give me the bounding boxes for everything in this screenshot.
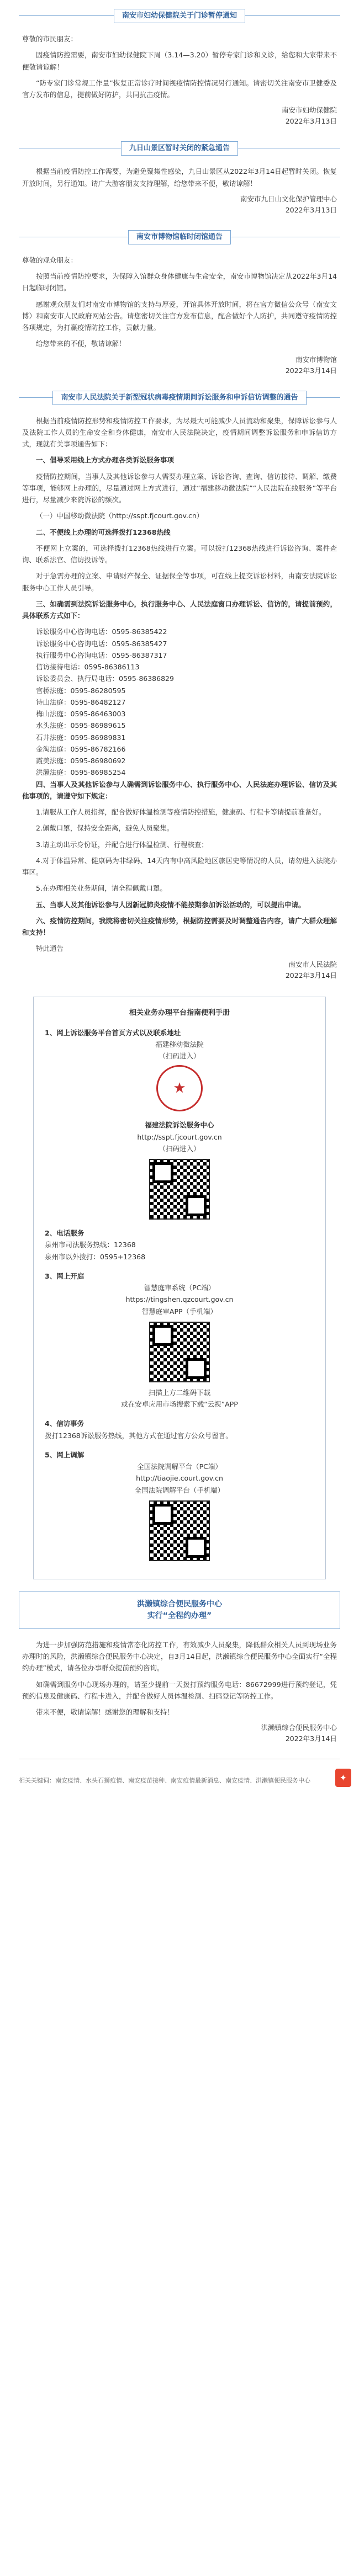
- card-link[interactable]: https://tingshen.qzcourt.gov.cn: [125, 1295, 234, 1304]
- notice4-para: 不便网上立案的，可选择拨打12368热线进行立案。可以拨打12368热线进行诉讼咨询、案件查询、联系法官、信访投诉等。: [22, 544, 337, 564]
- phone-item[interactable]: 金淘法庭：0595-86782166: [36, 744, 126, 753]
- notice4-intro: 根据当前疫情防控形势和疫情防控工作要求，为尽最大可能减少人员流动和聚集，保障诉讼参与人及法院工作人员的生命安全和身体健康，南安市人民法院决定，疫情期间调整诉讼服务和申诉信访方式，现就有关事项通告如下：: [22, 416, 337, 448]
- notice4-para: 3.请主动出示身份证，并配合进行体温检测、行程核查；: [36, 840, 208, 849]
- notice3-title: 南安市博物馆临时闭馆通告: [128, 230, 231, 244]
- phone-item[interactable]: 诉讼委员会、执行局电话：0595-86386829: [36, 674, 174, 683]
- notice5-title: 洪濑镇综合便民服务中心: [137, 1599, 222, 1609]
- card-item-scan: （扫码进入）: [159, 1052, 200, 1061]
- qr-code-icon[interactable]: [149, 1322, 210, 1382]
- card-line: 全国法院调解平台（PC端）: [137, 1462, 222, 1471]
- tag-line: 相关关键词：南安疫情、水头石狮疫情、南安疫苗接种、南安疫情最新消息、南安疫情、洪濑镇便民服务中心: [19, 1777, 310, 1785]
- phone-item[interactable]: 霞美法庭：0595-86980692: [36, 757, 126, 765]
- notice4-section-title: 五、当事人及其他诉讼参与人因新冠肺炎疫情不能按期参加诉讼活动的，可以提出申请。: [36, 900, 305, 909]
- notice1-greeting: 尊敬的市民朋友：: [22, 35, 78, 43]
- notice1-sign: [22, 105, 337, 127]
- phone-item[interactable]: 石井法庭：0595-86989831: [36, 733, 126, 742]
- card-item-online: [45, 1027, 314, 1112]
- card-line: 全国法院调解平台（手机端）: [134, 1486, 225, 1494]
- phone-item[interactable]: 官桥法庭：0595-86280595: [36, 686, 126, 695]
- notice4-section-title: 三、如确需到法院诉讼服务中心，执行服务中心、人民法庭窗口办理诉讼、信访的，请提前预约，具体联系方式如下：: [22, 599, 337, 620]
- notice3-para: 感谢观众朋友们对南安市博物馆的支持与厚爱，开馆具体开放时间，将在官方微信公众号（南安文博）和南安市人民政府网站公告。请您密切关注官方发布信息，配合做好个人防护，共同遵守疫情防控各项规定，为打赢疫情防控工作，贡献力量。: [22, 300, 337, 332]
- notice4-section-title: 一、倡导采用线上方式办理各类诉讼服务事项: [36, 456, 175, 465]
- sign-date: 2022年3月14日: [285, 971, 337, 980]
- notice4-para: 5.在办理相关业务期间，请全程佩戴口罩。: [36, 884, 167, 893]
- notice4-title: 南安市人民法院关于新型冠状病毒疫情期间诉讼服务和申诉信访调整的通告: [52, 391, 306, 405]
- notice5-para: 带来不便，敬请谅解！感谢您的理解和支持！: [36, 1708, 175, 1717]
- phone-item[interactable]: 诗山法庭：0595-86482127: [36, 698, 126, 706]
- card-item-label: 2、电话服务: [45, 1229, 85, 1238]
- phone-item[interactable]: 诉讼服务中心咨询电话：0595-86385422: [36, 627, 167, 636]
- notice4-section-title: 六、疫情防控期间，我院将密切关注疫情形势，根据防控需要及时调整通告内容，请广大群众理解和支持！: [22, 916, 337, 936]
- card-item-label: 4、信访事务: [45, 1419, 85, 1428]
- notice3-sign: [22, 354, 337, 376]
- card-line: 泉州市以外拨打：0595+12368: [45, 1252, 146, 1261]
- notice4-link[interactable]: （一）中国移动微法院（http://sspt.fjcourt.gov.cn）: [36, 512, 204, 520]
- notice5-sign: [22, 1722, 337, 1744]
- notice4-para: 疫情防控期间，当事人及其他诉讼参与人需要办理立案、诉讼咨询、查询、信访接待、调解、缴费等事项，能够网上办理的，尽量通过网上方式进行，通过“福建移动微法院”“人民法院在线服务”等平台进行，尽量减少来院诉讼的频次。: [22, 472, 337, 504]
- sign-date: 2022年3月14日: [285, 1734, 337, 1743]
- notice4-para: 对于急需办理的立案、申请财产保全、证据保全等事项，可在线上提交诉讼材料，由南安法院诉讼服务中心工作人员引导。: [22, 572, 337, 592]
- card-line: 智慧庭审APP（手机端）: [141, 1307, 218, 1316]
- notice1-para: 因疫情防控需要，南安市妇幼保健院下周（3.14—3.20）暂停专家门诊和义诊，给您和大家带来不便敬请谅解！: [22, 51, 337, 71]
- notice4-para: 1.请服从工作人员指挥，配合做好体温检测等疫情防控措施，健康码、行程卡等请提前准备好。: [36, 808, 326, 816]
- notice5-body: [0, 1629, 359, 1750]
- card-item-label: 1、网上诉讼服务平台首页方式以及联系地址: [45, 1028, 181, 1037]
- notice4-closing: 特此通告: [36, 944, 64, 953]
- notice4-body: [0, 405, 359, 987]
- notice5-subtitle: 实行“全程约办理”: [147, 1611, 212, 1620]
- card-item-mediation: [45, 1449, 314, 1561]
- notice3-body: [0, 244, 359, 382]
- notice1-para: “防专家门诊常规工作量”恢复正常诊疗时间视疫情防控情况另行通知。请密切关注南安市卫健委及官方发布的信息，提前做好防护，共同抗击疫情。: [22, 78, 337, 99]
- phone-item[interactable]: 诉讼服务中心咨询电话：0595-86385427: [36, 639, 167, 648]
- notice1-title: 南安市妇幼保健院关于门诊暂停通知: [114, 9, 245, 23]
- notice3-para: 按照当前疫情防控要求，为保障入馆群众身体健康与生命安全，南安市博物馆决定从2022年3月14日起临时闭馆。: [22, 272, 337, 292]
- notice4-para: 4.对于体温异常、健康码为非绿码、14天内有中高风险地区旅居史等情况的人员，请勿进入法院办事区。: [22, 856, 337, 876]
- phone-list: [22, 626, 337, 778]
- notice4-section-title: 二、不便线上办理的可选择拨打12368热线: [36, 528, 171, 536]
- card-item-label: 3、网上开庭: [45, 1271, 85, 1280]
- notice4-para: 2.佩戴口罩，保持安全距离，避免人员聚集。: [36, 824, 174, 833]
- card-item-label: 福建法院诉讼服务中心: [145, 1121, 214, 1130]
- notice2-body: [0, 156, 359, 221]
- sign-date: 2022年3月13日: [285, 205, 337, 214]
- notice5-header: [19, 1592, 340, 1629]
- sign-org: 南安市九日山文化保护管理中心: [240, 194, 337, 203]
- sign-org: 南安市妇幼保健院: [281, 106, 337, 115]
- sign-org: 南安市人民法院: [288, 960, 337, 968]
- site-logo-icon[interactable]: ✦: [335, 1769, 351, 1787]
- sign-org: 南安市博物馆: [295, 355, 337, 364]
- notice3-closing: 给您带来的不便，敬请谅解！: [36, 339, 126, 348]
- notice3-greeting: 尊敬的观众朋友：: [22, 256, 78, 264]
- card-link[interactable]: http://tiaojie.court.gov.cn: [136, 1474, 223, 1483]
- card-item-petition: [45, 1418, 314, 1441]
- phone-item[interactable]: 信访接待电话：0595-86386113: [36, 663, 140, 671]
- phone-item[interactable]: 执行服务中心咨询电话：0595-86387317: [36, 651, 167, 659]
- notice1-body: [0, 23, 359, 132]
- phone-item[interactable]: 洪濑法庭：0595-86985254: [36, 768, 126, 777]
- footer: [0, 1768, 359, 1790]
- sign-date: 2022年3月14日: [285, 366, 337, 375]
- court-seal-icon: ★: [156, 1065, 203, 1111]
- notice2-para: 根据当前疫情防控工作需要，为避免聚集性感染，九日山景区从2022年3月14日起暂时关闭。恢复开放时间，另行通知。请广大游客朋友支持理解，给您带来不便，敬请谅解！: [22, 167, 337, 188]
- notice2-sign: [22, 194, 337, 216]
- qr-code-icon[interactable]: [149, 1159, 210, 1220]
- notice4-section-title: 四、当事人及其他诉讼参与人确需到诉讼服务中心、执行服务中心、人民法庭办理诉讼、信访及其他事项的，请遵守如下规定：: [22, 780, 337, 800]
- card-item-phone: [45, 1227, 314, 1263]
- card-line: 拨打12368诉讼服务热线，其他方式在通过官方公众号留言。: [45, 1431, 233, 1440]
- phone-item[interactable]: 水头法庭：0595-86989615: [36, 721, 126, 730]
- notice4-sign: [22, 959, 337, 981]
- notice5-para: 为进一步加强防范措施和疫情常态化防控工作，有效减少人员聚集，降低群众相关人员到现场业务办理时的风险，洪濑镇综合便民服务中心决定，自3月14日起，洪濑镇综合便民服务中心全面实行“全程约办理”模式，请各位办事群众提前预约咨询。: [22, 1640, 337, 1673]
- service-guide-card: [33, 997, 326, 1579]
- card-line: 或在安卓应用市场搜索下载“云视”APP: [121, 1400, 238, 1409]
- card-item-sub: 福建移动微法院: [155, 1040, 204, 1049]
- sign-org: 洪濑镇综合便民服务中心: [261, 1723, 337, 1732]
- card-line: 扫描上方二维码下载: [148, 1388, 211, 1397]
- card-item-center: [45, 1119, 314, 1220]
- card-title: 相关业务办理平台指南便利手册: [129, 1008, 230, 1017]
- notice2-title: 九日山景区暂时关闭的紧急通告: [121, 141, 238, 156]
- card-item-scan: （扫码进入）: [159, 1144, 200, 1153]
- card-item-hearing: [45, 1270, 314, 1411]
- sign-date: 2022年3月13日: [285, 117, 337, 126]
- card-line: 泉州市司法服务热线：12368: [45, 1241, 136, 1249]
- card-line: 智慧庭审系统（PC端）: [144, 1284, 215, 1292]
- qr-code-icon[interactable]: [149, 1500, 210, 1561]
- card-link[interactable]: http://sspt.fjcourt.gov.cn: [137, 1132, 222, 1141]
- card-item-label: 5、网上调解: [45, 1450, 85, 1459]
- notice5-para: 如确需到服务中心现场办理的，请至少提前一天拨打预约服务电话：86672999进行预约登记，凭预约信息及健康码、行程卡进入，并配合做好人员体温检测、扫码登记等防控工作。: [22, 1680, 337, 1700]
- phone-item[interactable]: 梅山法庭：0595-86463003: [36, 710, 126, 718]
